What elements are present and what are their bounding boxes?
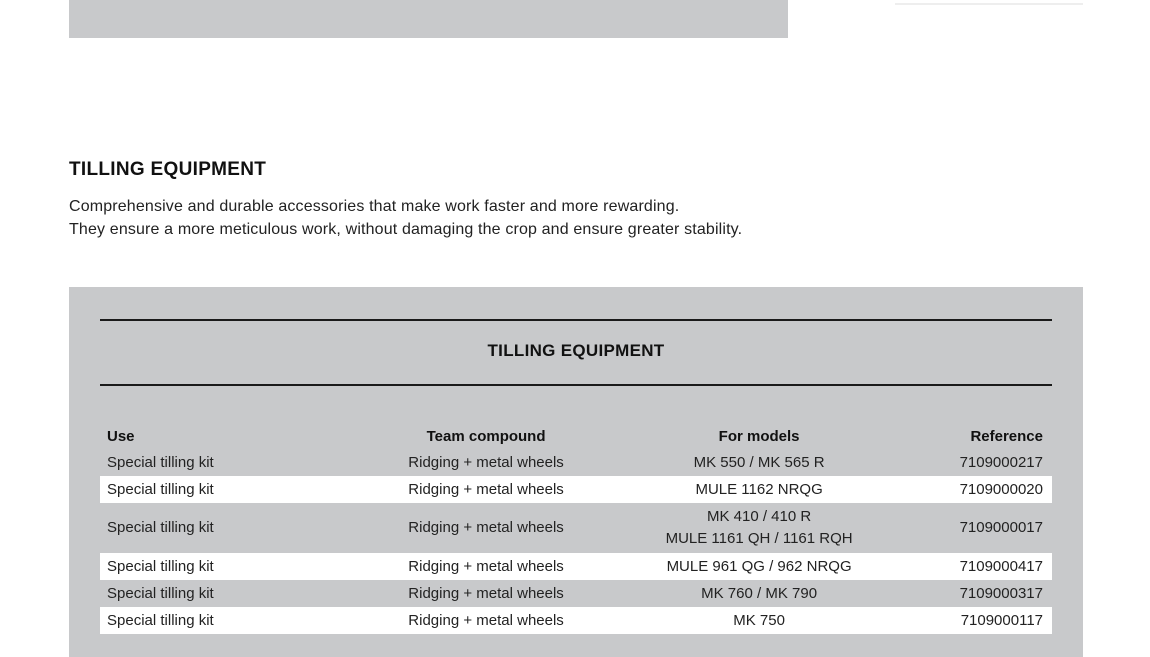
header-reference: Reference [970, 427, 1043, 445]
table-title-top-rule [100, 319, 1052, 321]
cell-models: MULE 961 QG / 962 NRQG [581, 553, 938, 580]
table-header-row [100, 423, 1052, 449]
cell-models-line-1: MK 410 / 410 R [706, 508, 812, 525]
top-right-divider [895, 3, 1083, 5]
cell-team-compound: Ridging + metal wheels [408, 453, 564, 471]
cell-reference: 7109000020 [937, 476, 1052, 503]
table-row [100, 503, 1052, 553]
cell-team-compound: Ridging + metal wheels [391, 476, 580, 503]
cell-team-compound: Ridging + metal wheels [391, 553, 580, 580]
intro-line-2: They ensure a more meticulous work, without damaging the crop and ensure greater stability. [69, 221, 743, 238]
section-intro [69, 195, 742, 241]
cell-use: Special tilling kit [100, 607, 391, 634]
table-row [100, 449, 1052, 476]
table-row [100, 580, 1052, 607]
table-row [100, 553, 1052, 580]
cell-reference: 7109000117 [937, 607, 1052, 634]
section-heading: TILLING EQUIPMENT [69, 159, 267, 180]
table-title-bottom-rule [100, 384, 1052, 386]
table-title: TILLING EQUIPMENT [487, 341, 665, 360]
cell-team-compound: Ridging + metal wheels [408, 584, 564, 602]
cell-models: MK 760 / MK 790 [701, 584, 818, 602]
tilling-equipment-table [100, 423, 1052, 634]
cell-team-compound: Ridging + metal wheels [408, 519, 564, 536]
intro-line-1: Comprehensive and durable accessories that make work faster and more rewarding. [69, 198, 680, 215]
header-use: Use [107, 427, 135, 445]
cell-models-line-2: MULE 1161 QH / 1161 RQH [665, 530, 853, 547]
cell-reference: 7109000417 [937, 553, 1052, 580]
cell-use: Special tilling kit [100, 553, 391, 580]
cell-reference: 7109000017 [959, 519, 1043, 536]
cell-models [581, 503, 938, 553]
cell-models: MK 550 / MK 565 R [693, 453, 825, 471]
header-team-compound: Team compound [426, 427, 546, 445]
header-for-models: For models [718, 427, 800, 445]
cell-models: MK 750 [581, 607, 938, 634]
cell-reference: 7109000317 [959, 584, 1043, 602]
cell-reference: 7109000217 [959, 453, 1043, 471]
top-image-placeholder [69, 0, 788, 38]
cell-use: Special tilling kit [107, 519, 214, 536]
cell-team-compound: Ridging + metal wheels [391, 607, 580, 634]
cell-use: Special tilling kit [100, 476, 391, 503]
table-panel [69, 287, 1083, 657]
cell-use: Special tilling kit [107, 453, 214, 471]
table-row [100, 607, 1052, 634]
table-row [100, 476, 1052, 503]
cell-use: Special tilling kit [107, 584, 214, 602]
cell-models: MULE 1162 NRQG [581, 476, 938, 503]
